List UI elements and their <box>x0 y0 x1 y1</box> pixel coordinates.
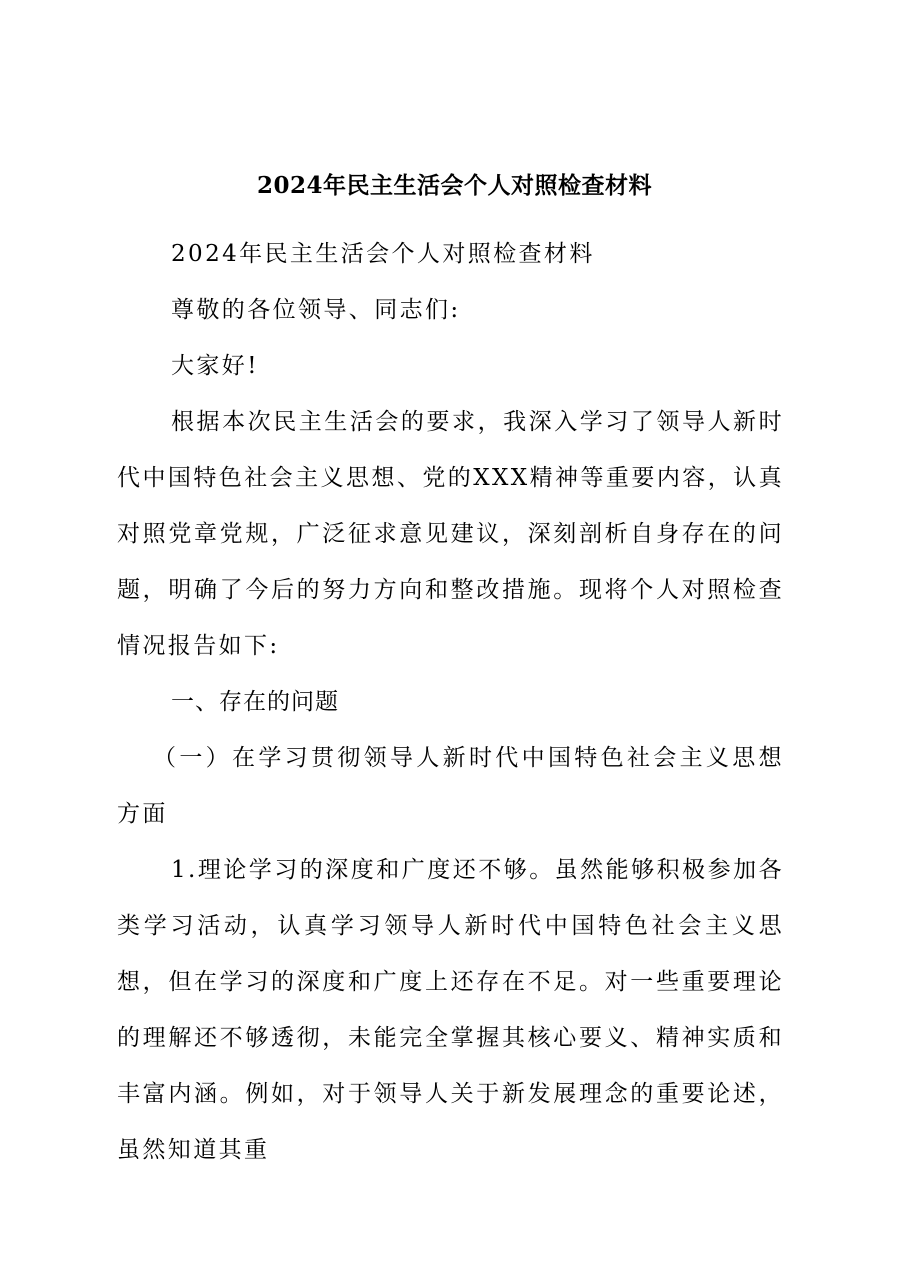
subtitle-paragraph: 2024年民主生活会个人对照检查材料 <box>171 241 595 267</box>
salutation-paragraph: 尊敬的各位领导、同志们: <box>171 297 461 323</box>
subsection-heading: （一）在学习贯彻领导人新时代中国特色社会主义思想方面 <box>117 745 784 827</box>
section-heading: 一、存在的问题 <box>171 689 339 715</box>
greeting-paragraph: 大家好! <box>171 353 259 379</box>
document-body <box>117 226 784 1178</box>
body-paragraph: 1.理论学习的深度和广度还不够。虽然能够积极参加各类学习活动，认真学习领导人新时代中国特色社会主义思想，但在学习的深度和广度上还存在不足。对一些重要理论的理解还不够透彻，未能完全掌握其核心要义、精神实质和丰富内涵。例如，对于领导人关于新发展理念的重要论述，虽然知道其重 <box>117 857 784 1163</box>
document-title: 2024年民主生活会个人对照检查材料 <box>256 172 652 199</box>
intro-paragraph: 根据本次民主生活会的要求，我深入学习了领导人新时代中国特色社会主义思想、党的XXX精神等重要内容，认真对照党章党规，广泛征求意见建议，深刻剖析自身存在的问题，明确了今后的努力方向和整改措施。现将个人对照检查情况报告如下: <box>117 409 784 659</box>
